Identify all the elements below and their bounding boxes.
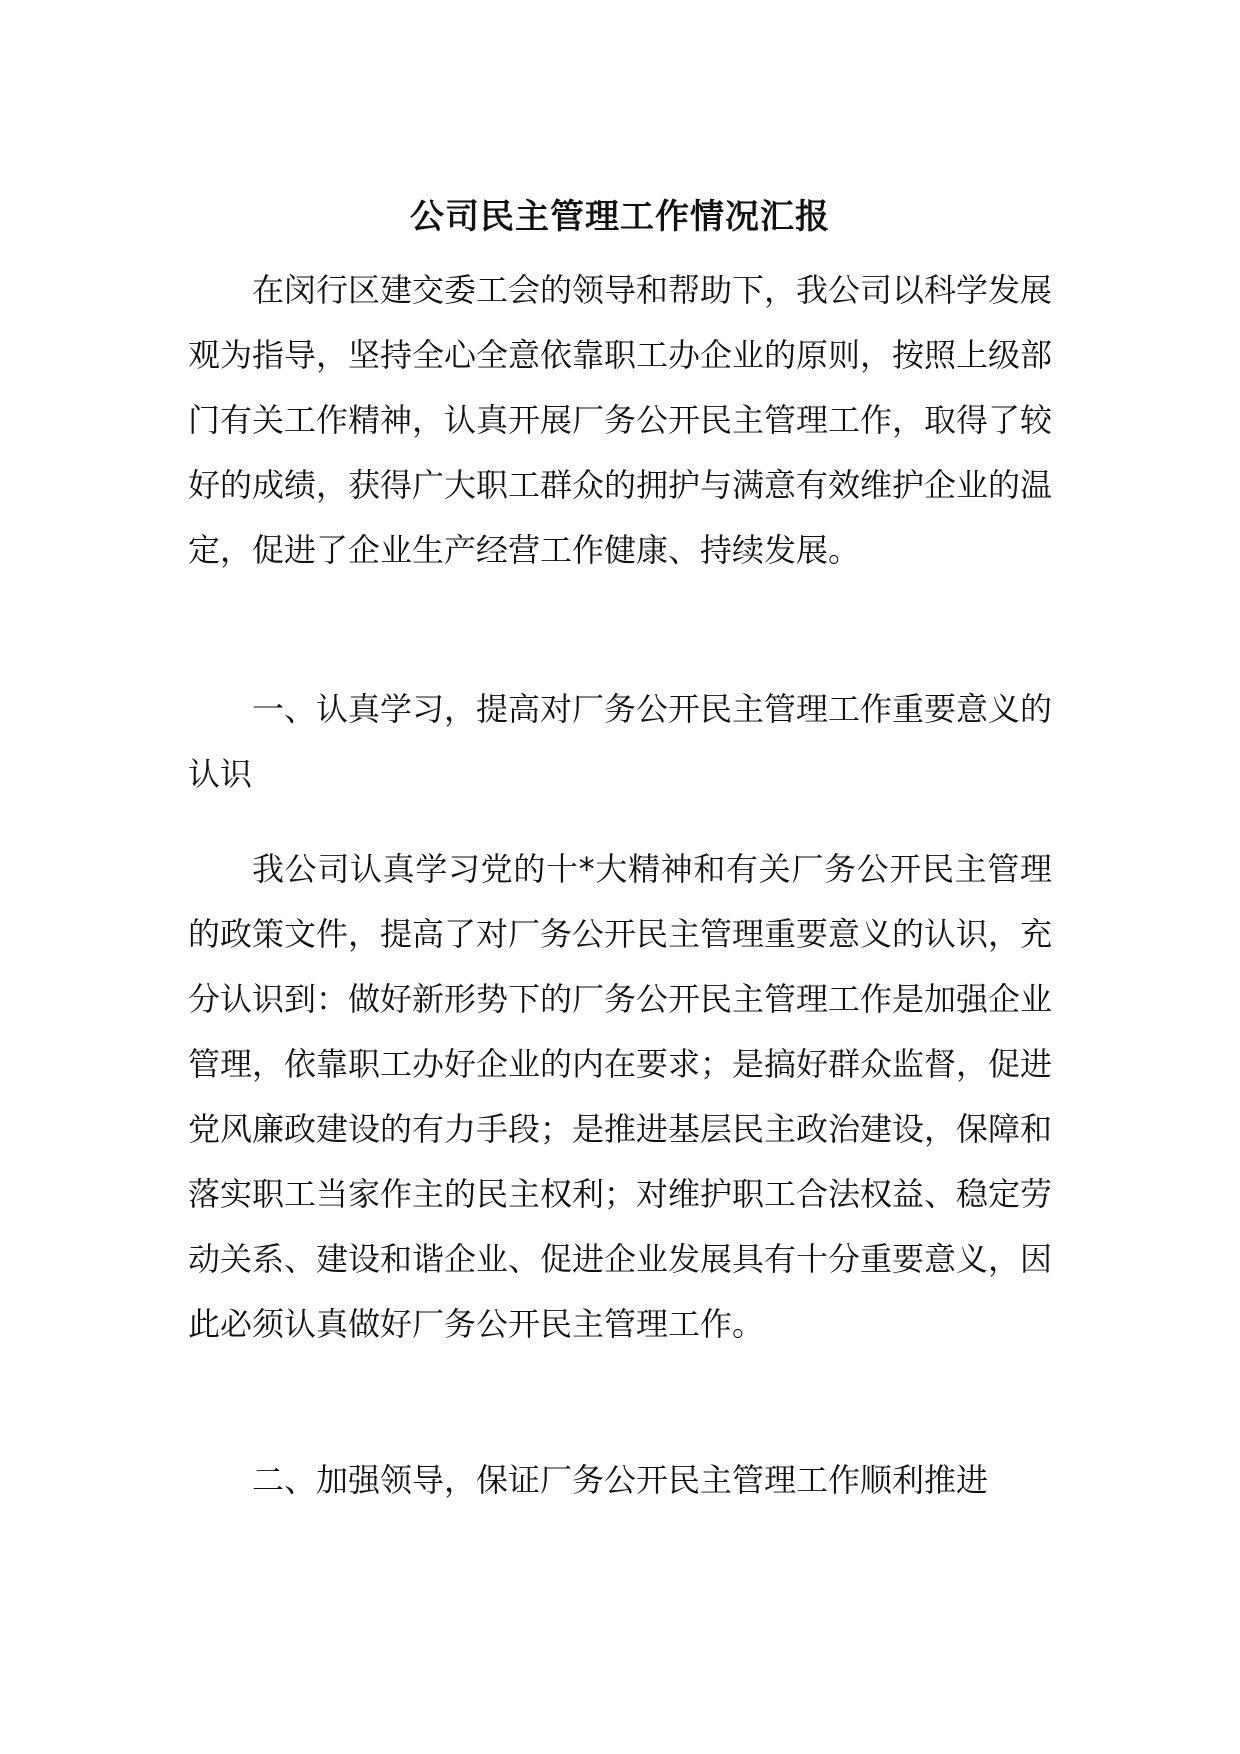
page-title: 公司民主管理工作情况汇报	[410, 196, 830, 237]
section-1-paragraph: 我公司认真学习党的十*大精神和有关厂务公开民主管理的政策文件，提高了对厂务公开民主管理重要意义的认识，充分认识到：做好新形势下的厂务公开民主管理工作是加强企业管理，依靠职工办好企业的内在要求；是搞好群众监督，促进党风廉政建设的有力手段；是推进基层民主政治建设，保障和落实职工当家作主的民主权利；对维护职工合法权益、稳定劳动关系、建设和谐企业、促进企业发展具有十分重要意义，因此必须认真做好厂务公开民主管理工作。	[188, 850, 1053, 1343]
section-heading-2: 二、加强领导，保证厂务公开民主管理工作顺利推进	[252, 1461, 989, 1499]
section-heading-1: 一、认真学习，提高对厂务公开民主管理工作重要意义的认识	[188, 690, 1053, 793]
intro-paragraph: 在闵行区建交委工会的领导和帮助下，我公司以科学发展观为指导，坚持全心全意依靠职工办企业的原则，按照上级部门有关工作精神，认真开展厂务公开民主管理工作，取得了较好的成绩，获得广大职工群众的拥护与满意有效维护企业的温定，促进了企业生产经营工作健康、持续发展。	[188, 271, 1053, 569]
